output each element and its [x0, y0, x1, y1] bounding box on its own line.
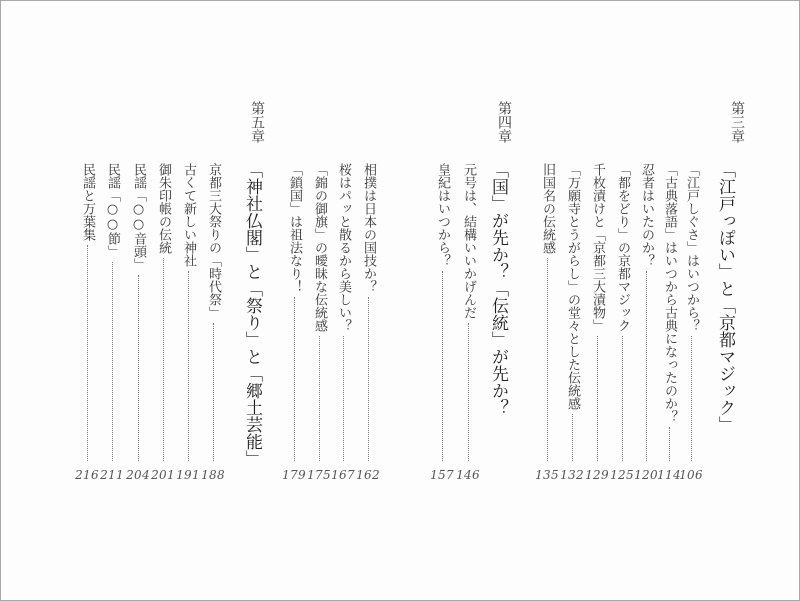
- toc-entry: [180, 163, 196, 461]
- toc-entry: [205, 163, 221, 461]
- toc-entry: [661, 163, 677, 461]
- page-number: 157: [430, 468, 454, 482]
- toc-entry: [335, 163, 351, 461]
- toc-entry-title: 民謡「○○音頭」: [131, 163, 146, 271]
- page-number: 216: [75, 468, 99, 482]
- chapter-label: 第四章: [496, 101, 512, 143]
- toc-entry: [130, 163, 146, 461]
- dot-leader: [572, 414, 573, 461]
- page-number: 106: [679, 468, 703, 482]
- dot-leader: [343, 336, 344, 461]
- toc-entry: [539, 163, 555, 461]
- dot-leader: [188, 271, 189, 461]
- toc-entry: [311, 163, 327, 461]
- dot-leader: [213, 323, 214, 461]
- toc-entry-title: 相撲は日本の国技か？: [361, 163, 376, 293]
- toc-entry-title: 旧国名の伝統感: [540, 163, 555, 254]
- chapter-title: 「江戸っぽい」と「京都マジック」: [715, 161, 735, 433]
- toc-entry: [104, 163, 120, 461]
- toc-entry: [360, 163, 376, 461]
- dot-leader: [597, 336, 598, 461]
- dot-leader: [468, 323, 469, 461]
- page-number: 146: [456, 468, 480, 482]
- toc-entry-title: 「都をどり」の京都マジック: [615, 163, 630, 332]
- toc-entry-title: 「江戸しぐさ」はいつから？: [684, 163, 699, 332]
- toc-entry-title: 「万願寺とうがらし」の堂々とした伝統感: [565, 163, 580, 410]
- toc-entry: [683, 163, 699, 461]
- chapter-label: 第三章: [729, 101, 745, 143]
- dot-leader: [442, 271, 443, 461]
- dot-leader: [669, 427, 670, 461]
- toc-entry-title: 元号は、結構いいかげんだ: [461, 163, 476, 319]
- page-number: 188: [201, 468, 225, 482]
- toc-entry: [614, 163, 630, 461]
- page-number: 114: [657, 468, 681, 482]
- toc-entry-title: 御朱印帳の伝統: [156, 163, 171, 254]
- dot-leader: [112, 262, 113, 461]
- toc-entry: [638, 163, 654, 461]
- toc-entry: [79, 163, 95, 461]
- toc-entry-title: 「鎖国」は祖法なり！: [287, 163, 302, 293]
- dot-leader: [646, 271, 647, 461]
- page-number: 125: [610, 468, 634, 482]
- page-number: 132: [560, 468, 584, 482]
- dot-leader: [294, 297, 295, 461]
- toc-entry: [155, 163, 171, 461]
- toc-entry-title: 古くて新しい神社: [181, 163, 196, 267]
- toc-entry-title: 桜はパッと散るから美しい？: [336, 163, 351, 332]
- page-number: 135: [535, 468, 559, 482]
- toc-entry: [286, 163, 302, 461]
- dot-leader: [163, 258, 164, 461]
- dot-leader: [138, 275, 139, 461]
- toc-entry-title: 民謡と万葉集: [80, 163, 95, 241]
- page-number: 167: [331, 468, 355, 482]
- page-number: 211: [100, 468, 124, 482]
- dot-leader: [87, 245, 88, 461]
- chapter-title: 「神社仏閣」と「祭り」と「郷土芸能」: [242, 161, 262, 467]
- chapter-label: 第五章: [249, 101, 265, 143]
- page-number: 204: [126, 468, 150, 482]
- dot-leader: [368, 297, 369, 461]
- toc-entry: [460, 163, 476, 461]
- toc-entry-title: 千枚漬けと「京都三大漬物」: [590, 163, 605, 332]
- page-number: 175: [307, 468, 331, 482]
- dot-leader: [319, 336, 320, 461]
- page-number: 162: [356, 468, 380, 482]
- toc-entry: [434, 163, 450, 461]
- toc-entry-title: 忍者はいたのか？: [639, 163, 654, 267]
- toc-entry: [564, 163, 580, 461]
- page-number: 191: [176, 468, 200, 482]
- page-number: 179: [282, 468, 306, 482]
- dot-leader: [622, 336, 623, 461]
- toc-entry-title: 民謡「○○節」: [105, 163, 120, 258]
- toc-entry-title: 京都三大祭りの「時代祭」: [206, 163, 221, 319]
- chapter-title: 「国」が先か？「伝統」が先か？: [488, 161, 508, 416]
- toc-entry-title: 皇紀はいつから？: [435, 163, 450, 267]
- toc-entry: [589, 163, 605, 461]
- dot-leader: [547, 258, 548, 461]
- page-number: 129: [585, 468, 609, 482]
- dot-leader: [691, 336, 692, 461]
- page-number: 201: [151, 468, 175, 482]
- page-number: 120: [634, 468, 658, 482]
- toc-entry-title: 「錦の御旗」の曖昧な伝統感: [312, 163, 327, 332]
- toc-entry-title: 「古典落語」はいつから古典になったのか？: [662, 163, 677, 423]
